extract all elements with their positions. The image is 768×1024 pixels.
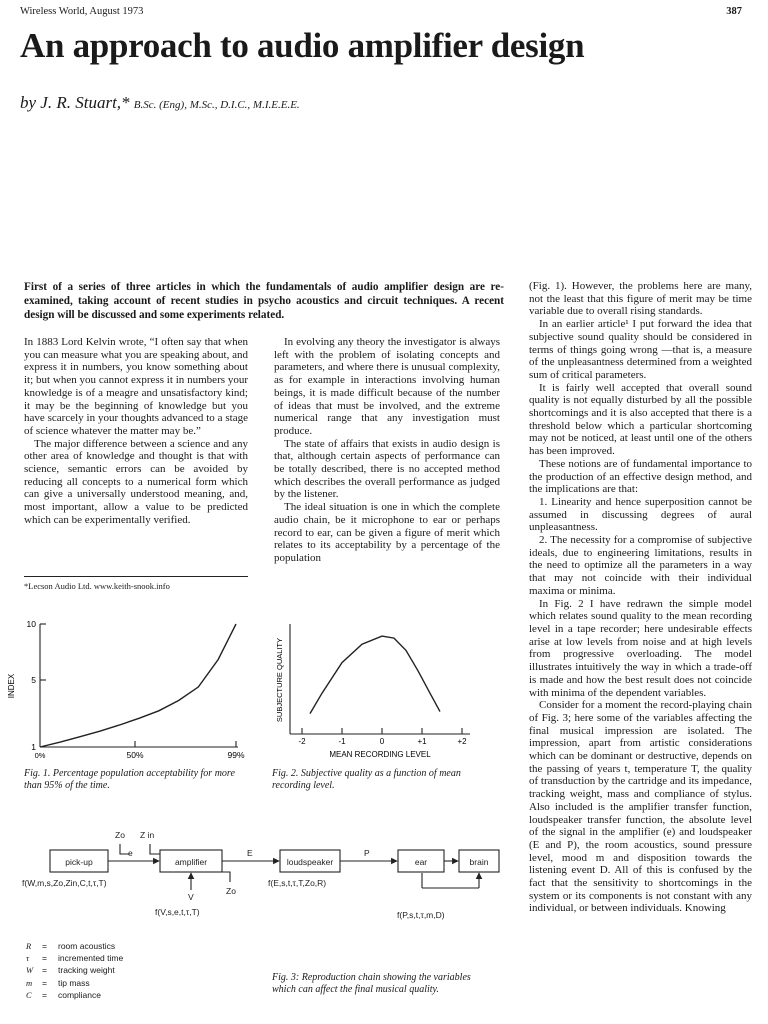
legend-desc: room acoustics — [58, 941, 116, 951]
x-tick-label: 50% — [126, 750, 144, 760]
block-label: amplifier — [174, 857, 208, 867]
zo-out-label: Zo — [226, 886, 236, 896]
page-number: 387 — [726, 6, 742, 17]
V-label: V — [188, 892, 194, 902]
figure-3-diagram — [0, 818, 510, 938]
paragraph: These notions are of fundamental importance to the production of an effective design method, and the implications are that: — [529, 457, 752, 496]
x-tick-label: 99% — [227, 750, 245, 760]
legend-row — [26, 989, 123, 1001]
x-tick-label: -2 — [298, 737, 306, 746]
equals-sign: = — [42, 989, 47, 1000]
zo-label: Zo — [115, 830, 125, 840]
legend-symbol: R — [26, 941, 32, 951]
fig2-data-curve — [310, 636, 440, 714]
figure-2-chart — [272, 612, 502, 762]
figure-3-legend — [26, 940, 123, 1001]
fig1-data-curve — [40, 624, 236, 747]
legend-symbol: m — [26, 977, 33, 988]
loudspeaker-function: f(E,s,t,τ,T,Zo,R) — [268, 878, 327, 888]
P-label: P — [364, 848, 370, 858]
paragraph: The state of affairs that exists in audio design is that, although certain aspects of performance can be totally described, there is no accepted method which describes the overall performance as judged by the listener. — [274, 437, 500, 501]
figure-3-caption: Fig. 3: Reproduction chain showing the variables which can affect the final musical quality. — [272, 972, 471, 995]
y-tick-label: 5 — [31, 675, 36, 685]
x-tick-label: 0 — [379, 737, 385, 746]
footnote-rule — [24, 576, 248, 577]
legend-desc: tracking weight — [58, 965, 115, 976]
equals-sign: = — [42, 941, 47, 951]
figure-2-caption: Fig. 2. Subjective quality as a function of mean recording level. — [272, 768, 461, 791]
block-label: ear — [414, 857, 428, 867]
equals-sign: = — [42, 977, 47, 988]
zin-label: Z in — [140, 830, 155, 840]
y-tick-label: 1 — [31, 742, 36, 752]
byline — [20, 93, 300, 113]
fig1-y-label: INDEX — [7, 673, 16, 699]
running-header: Wireless World, August 1973 — [20, 6, 144, 17]
y-tick-label: 10 — [26, 619, 36, 629]
amplifier-function: f(V,s,e,t,τ,T) — [155, 907, 200, 917]
fig2-y-label: SUBJECTURE QUALITY — [275, 637, 284, 723]
text-column-2 — [274, 336, 500, 565]
author-credentials: B.Sc. (Eng), M.Sc., D.I.C., M.I.E.E.E. — [133, 99, 300, 111]
legend-symbol: τ — [26, 953, 30, 964]
text-column-1 — [24, 336, 248, 527]
paragraph: In 1883 Lord Kelvin wrote, “I often say that when you can measure what you are speaking about, and express it in numbers, you know something about it; but when you cannot express it in numbers your knowledge is of a meagre and unsatisfactory kind; it may be the beginning of knowledge but you have scarcely in your thoughts advanced to a stage of science whatever the matter may be.” — [24, 336, 248, 437]
paragraph: In Fig. 2 I have redrawn the simple model which relates sound quality to the mean recording level in a tape recorder; here undesirable effects arise at low levels from noise and at high levels from progressive overloading. The model illustrates intuitively the way in which a trade-off is made and how the best result does not coincide with minima of the dependent variables. — [529, 597, 752, 699]
figure-1-caption: Fig. 1. Percentage population acceptability for more than 95% of the time. — [24, 768, 235, 791]
e-label: e — [128, 848, 133, 858]
text-column-3 — [529, 280, 752, 915]
E-label: E — [247, 848, 253, 858]
standfirst: First of a series of three articles in which the fundamentals of audio amplifier design are re-examined, taking account of recent studies in psycho acoustics and circuit techniques. A recent design will be discussed and some experiments related. — [24, 281, 504, 321]
x-tick-label: -1 — [338, 737, 346, 746]
legend-row — [26, 977, 123, 989]
paragraph: 2. The necessity for a compromise of subjective ideals, due to engineering limitations, results in the need to optimize all the parameters in a way that may not coincide with their individual maxima or minima. — [529, 534, 752, 597]
block-label: loudspeaker — [286, 857, 334, 867]
legend-desc: tip mass — [58, 977, 90, 988]
zo-out-connector — [222, 872, 230, 882]
paragraph: In evolving any theory the investigator is always left with the problem of isolating concepts and parameters, and where there is unusual complexity, as for example in interactions involving human beings, it is made difficult because of the number of ideas that must be involved, and the extreme numerical range that any investigation must produce. — [274, 336, 500, 437]
x-tick-label: 0% — [34, 751, 46, 760]
block-label: brain — [469, 857, 489, 867]
x-tick-label: +2 — [457, 737, 467, 746]
paragraph: 1. Linearity and hence superposition cannot be assumed in discussing degrees of aural unpleasantness. — [529, 495, 752, 534]
footnote: *Lecson Audio Ltd. www.keith-snook.info — [24, 581, 170, 591]
listener-function: f(P,s,t,τ,m,D) — [397, 910, 445, 920]
paragraph: (Fig. 1). However, the problems here are many, not the least that this figure of merit may be time variable due to overall rising standards. — [529, 280, 752, 318]
x-tick-label: +1 — [417, 737, 427, 746]
legend-desc: compliance — [58, 989, 101, 1000]
zin-connector — [150, 844, 160, 854]
legend-symbol: W — [26, 965, 34, 976]
figure-1-chart — [0, 612, 260, 762]
paragraph: The ideal situation is one in which the complete audio chain, be it microphone to ear or perhaps record to ear, can be given a figure of merit which relates to its acceptability by a percentage of the population — [274, 501, 500, 564]
paragraph: In an earlier article¹ I put forward the idea that subjective sound quality should be considered in terms of things going wrong —that is, a measure of the unpleasantness determined from a weighted sum of critical parameters. — [529, 318, 752, 381]
legend-row — [26, 940, 123, 952]
legend-symbol: C — [26, 989, 32, 1000]
legend-desc: incremented time — [58, 953, 124, 964]
paragraph: It is fairly well accepted that overall sound quality is not equally disturbed by all the possible shortcomings and it is also accepted that there is a threshold below which a particular shortcoming may not be noticed, at least until one of the others has been improved. — [529, 381, 752, 458]
legend-row — [26, 952, 123, 964]
pickup-function: f(W,m,s,Zo,Zin,C,t,τ,T) — [22, 878, 107, 888]
fig2-x-label: MEAN RECORDING LEVEL — [329, 750, 431, 759]
block-label: pick-up — [65, 857, 93, 867]
equals-sign: = — [42, 953, 47, 964]
paragraph: The major difference between a science and any other area of knowledge and thought is that with science, semantic errors can be avoided by reducing all concepts to a numerical form which can give a universally understood meaning, and, most important, allow a value to be predicted which can be experimentally verified. — [24, 437, 248, 526]
article-title: An approach to audio amplifier design — [20, 26, 585, 65]
equals-sign: = — [42, 965, 47, 976]
author-name: by J. R. Stuart,* — [20, 93, 130, 112]
paragraph: Consider for a moment the record-playing chain of Fig. 3; here some of the variables affecting the final musical impression are isolated. The impression, apart from artistic considerations which can be dominant or destructive, depends on the passing of years t, temperature T, the quality of transduction by the cartridge and its impedance, tracking weight, mass and compliance of stylus. Also included is the amplifier transfer function, loudspeaker transfer function, the absolute level of the signal in the amplifier (e) and loudspeaker (E and P), the room acoustics, sound pressure level, mood m and disposition towards the listening event D. All of this is confused by the fact that the sensitivity to shortcomings in the system or its components is not constant with any individual, or between individuals. Knowing — [529, 699, 752, 915]
legend-row — [26, 964, 123, 976]
